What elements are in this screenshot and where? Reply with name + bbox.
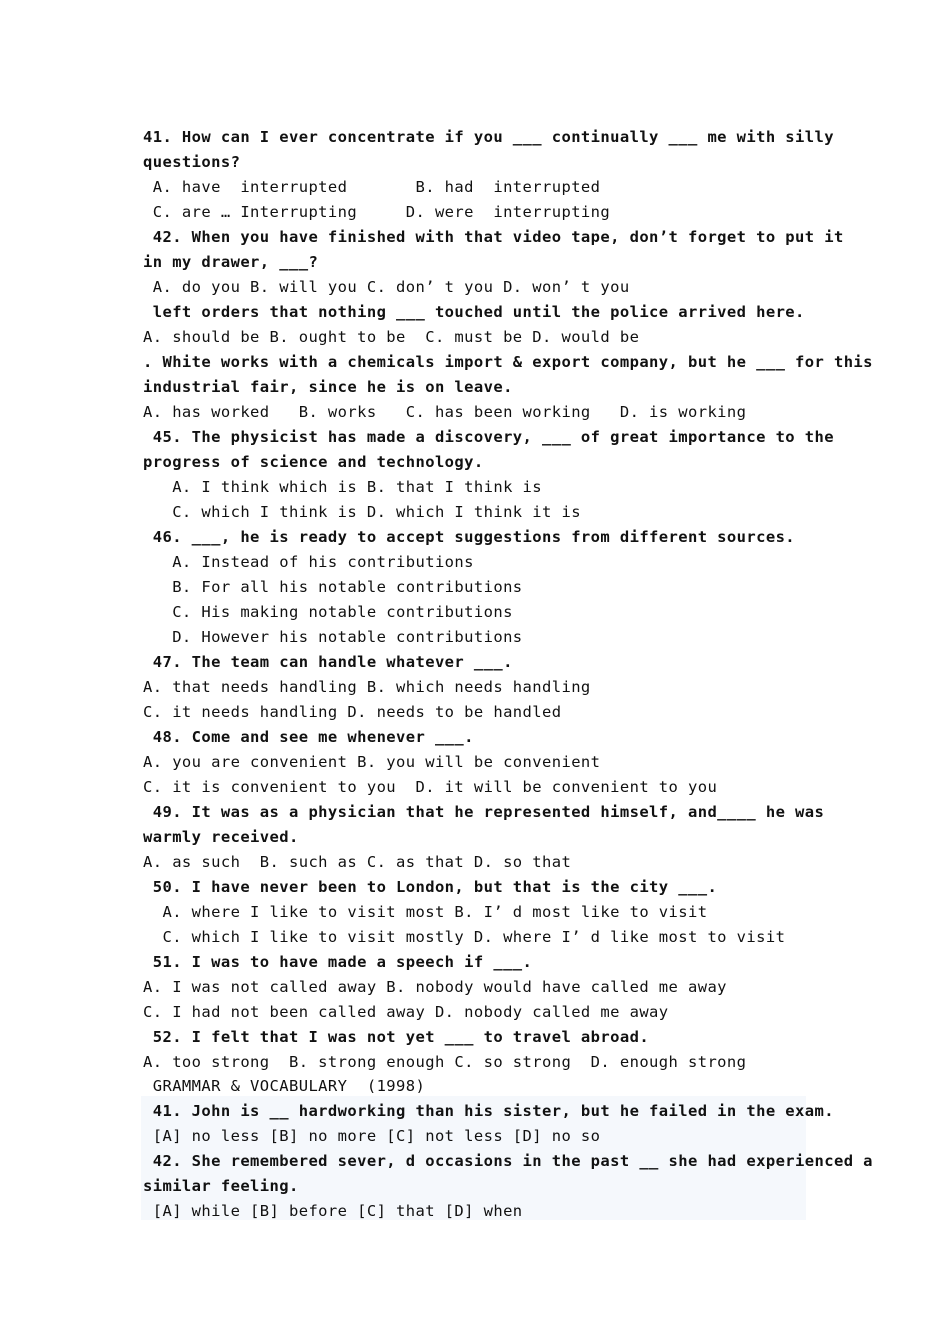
question-44-options: A. has worked B. works C. has been working D. is working xyxy=(143,403,747,421)
question-46-option-a: A. Instead of his contributions xyxy=(143,553,474,571)
question-52-options: A. too strong B. strong enough C. so strong D. enough strong xyxy=(143,1053,747,1071)
question-47-line-1: 47. The team can handle whatever ___. xyxy=(143,653,513,671)
section-question-42-options: [A] while [B] before [C] that [D] when xyxy=(143,1202,523,1220)
question-43-options: A. should be B. ought to be C. must be D. would be xyxy=(143,328,640,346)
question-45-line-2: progress of science and technology. xyxy=(143,453,484,471)
question-45-options-ab: A. I think which is B. that I think is xyxy=(143,478,543,496)
question-51-options-cd: C. I had not been called away D. nobody called me away xyxy=(143,1003,669,1021)
question-42-options: A. do you B. will you C. don’ t you D. won’ t you xyxy=(143,278,630,296)
question-50-options-cd: C. which I like to visit mostly D. where I’ d like most to visit xyxy=(143,928,786,946)
question-46-option-c: C. His making notable contributions xyxy=(143,603,513,621)
question-48-line-1: 48. Come and see me whenever ___. xyxy=(143,728,474,746)
question-42-line-2: in my drawer, ___? xyxy=(143,253,319,271)
question-48-options-ab: A. you are convenient B. you will be convenient xyxy=(143,753,601,771)
question-45-options-cd: C. which I think is D. which I think it is xyxy=(143,503,581,521)
question-41-line-1: 41. How can I ever concentrate if you ___ continually ___ me with silly xyxy=(143,128,834,146)
section-question-42-line-1: 42. She remembered sever, d occasions in the past __ she had experienced a xyxy=(143,1152,873,1170)
section-heading: GRAMMAR & VOCABULARY (1998) xyxy=(143,1077,426,1095)
section-question-41: 41. John is __ hardworking than his sister, but he failed in the exam. xyxy=(143,1102,834,1120)
question-46-option-d: D. However his notable contributions xyxy=(143,628,523,646)
section-question-42-line-2: similar feeling. xyxy=(143,1177,299,1195)
question-44-line-1: . White works with a chemicals import & export company, but he ___ for this xyxy=(143,353,873,371)
question-51-line-1: 51. I was to have made a speech if ___. xyxy=(143,953,533,971)
question-48-options-cd: C. it is convenient to you D. it will be convenient to you xyxy=(143,778,718,796)
question-49-line-2: warmly received. xyxy=(143,828,299,846)
question-50-line-1: 50. I have never been to London, but that is the city ___. xyxy=(143,878,718,896)
question-49-line-1: 49. It was as a physician that he represented himself, and____ he was xyxy=(143,803,825,821)
question-44-line-2: industrial fair, since he is on leave. xyxy=(143,378,513,396)
question-50-options-ab: A. where I like to visit most B. I’ d most like to visit xyxy=(143,903,708,921)
question-45-line-1: 45. The physicist has made a discovery, ___ of great importance to the xyxy=(143,428,834,446)
question-41-options-ab: A. have interrupted B. had interrupted xyxy=(143,178,601,196)
question-52-line-1: 52. I felt that I was not yet ___ to travel abroad. xyxy=(143,1028,650,1046)
question-47-options-ab: A. that needs handling B. which needs handling xyxy=(143,678,591,696)
question-46-line-1: 46. ___, he is ready to accept suggestions from different sources. xyxy=(143,528,796,546)
question-43-line-1: left orders that nothing ___ touched until the police arrived here. xyxy=(143,303,805,321)
question-49-options: A. as such B. such as C. as that D. so that xyxy=(143,853,572,871)
question-41-line-2: questions? xyxy=(143,153,241,171)
section-question-41-options: [A] no less [B] no more [C] not less [D] no so xyxy=(143,1127,601,1145)
question-46-option-b: B. For all his notable contributions xyxy=(143,578,523,596)
question-41-options-cd: C. are … Interrupting D. were interrupting xyxy=(143,203,611,221)
question-51-options-ab: A. I was not called away B. nobody would have called me away xyxy=(143,978,727,996)
question-47-options-cd: C. it needs handling D. needs to be handled xyxy=(143,703,562,721)
question-42-line-1: 42. When you have finished with that video tape, don’t forget to put it xyxy=(143,228,844,246)
